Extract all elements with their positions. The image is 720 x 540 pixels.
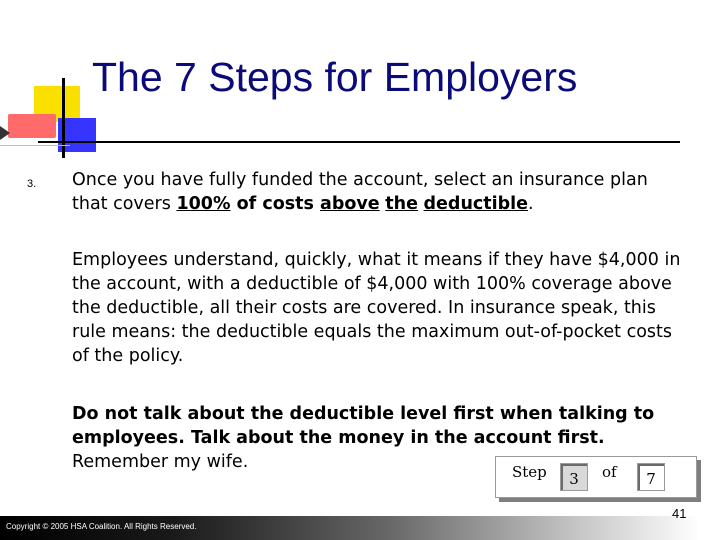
step-label: Step — [512, 463, 547, 481]
page-title: The 7 Steps for Employers — [92, 54, 578, 100]
footer-copyright: Copyright © 2005 HSA Coalition. All Rights Reserved. — [6, 522, 197, 531]
para1-line1: Once you have fully funded the account, select an insurance plan — [72, 170, 648, 190]
paragraph-step-instruction — [72, 168, 692, 216]
para1-mid: of costs — [230, 194, 321, 214]
logo-pink-bar — [8, 114, 56, 138]
para1-prefix: that covers — [72, 194, 177, 214]
para1-above: above — [320, 194, 380, 214]
gray-underline — [0, 145, 70, 146]
item-number: 3. — [27, 178, 37, 190]
vertical-divider — [62, 78, 65, 158]
page-number: 41 — [672, 506, 687, 521]
advice-normal: Remember my wife. — [72, 452, 249, 472]
title-underline — [38, 141, 680, 143]
advice-bold: Do not talk about the deductible level first when talking to employees. Talk about the money in the account first. — [72, 404, 655, 448]
step-current: 3 — [560, 463, 588, 491]
step-indicator — [495, 456, 697, 498]
step-of-label: of — [602, 463, 617, 481]
para1-deductible: deductible — [423, 194, 529, 214]
para1-percent: 100% — [176, 194, 231, 214]
step-total: 7 — [637, 463, 665, 491]
paragraph-explanation: Employees understand, quickly, what it means if they have $4,000 in the account, with a deductible of $4,000 with 100% coverage above the deductible, all their costs are covered. In insurance speak, this rule means: the deductible equals the maximum out-of-pocket costs of the policy. — [72, 250, 681, 366]
para1-end: . — [528, 194, 534, 214]
arrow-icon — [0, 126, 10, 140]
para1-the: the — [385, 194, 418, 214]
